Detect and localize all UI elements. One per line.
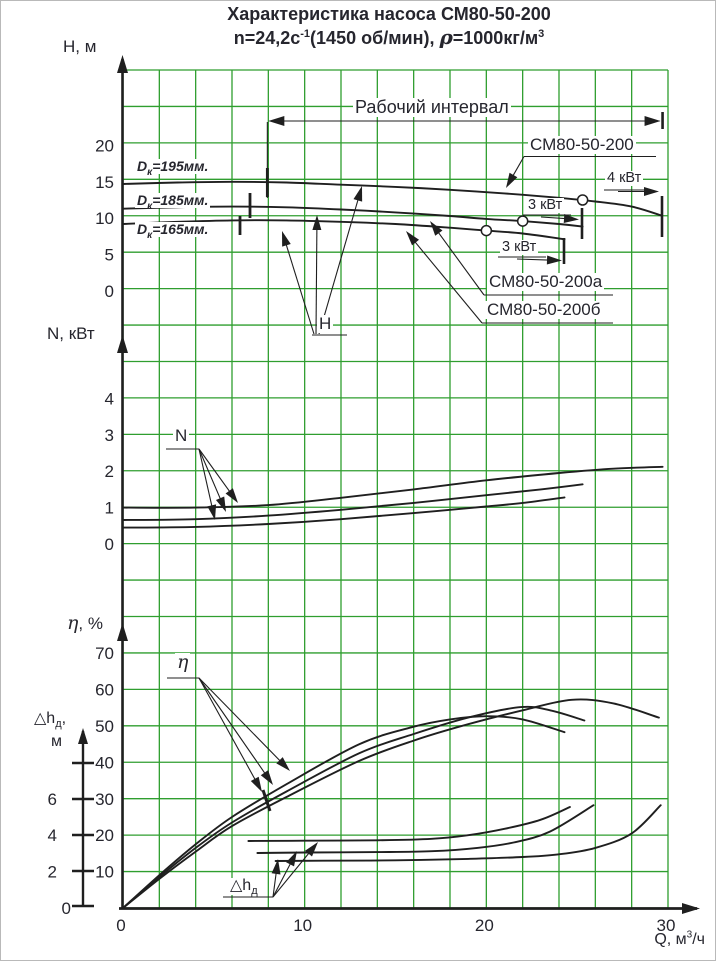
efficiency-axis-tick-label: 20: [95, 826, 114, 846]
dh-symbol: △h: [34, 710, 56, 727]
power-axis-tick-label: 3: [104, 425, 114, 445]
page-subtitle: [109, 27, 669, 48]
bep-marker-Dк=195мм (СМ80-50-200): [578, 195, 588, 205]
eta-symbol: η: [67, 612, 79, 634]
efficiency-axis-tick-label: 10: [95, 862, 114, 882]
y-axis-arrowhead-power: [117, 335, 128, 353]
motor-label-4kw: 4 кВт: [607, 170, 642, 186]
y-axis-label-power: N, кВт: [47, 324, 95, 343]
dh-sub: д: [251, 885, 258, 898]
y-axis-arrowhead-efficiency: [117, 623, 128, 641]
dk-letter: D: [137, 158, 148, 174]
bep-marker-Dк=185мм (СМ80-50-200а): [518, 216, 528, 226]
leader-h-185-arrowhead: [312, 215, 321, 230]
leader-h-165-arrowhead: [282, 231, 291, 247]
leader-sm80-50-200b: [412, 239, 482, 323]
leader-sm80-50-200-arrowhead: [506, 173, 517, 188]
leader-sm80-50-200b-arrowhead: [406, 231, 419, 245]
power-axis-tick-label: 0: [104, 535, 114, 554]
x-axis-label: [641, 929, 705, 949]
q-axis-tick-label: 10: [293, 916, 313, 935]
npsh-axis-tick-label: 4: [47, 826, 57, 846]
dk-letter: D: [137, 192, 148, 208]
leader-3kw-lower-arrowhead: [547, 256, 562, 265]
leader-eta-2-arrowhead: [261, 770, 273, 785]
subtitle-text: =1000кг/м: [452, 28, 539, 48]
page-title: Характеристика насоса СМ80-50-200: [227, 4, 551, 24]
working-interval-left-arrowhead: [268, 116, 284, 126]
y-axis-label-efficiency: [67, 614, 103, 634]
curve-△hд Dк=165мм: [248, 807, 570, 841]
impeller-label-165: [135, 221, 210, 241]
y-axis-label-head: H, м: [63, 37, 97, 56]
motor-label-3kw-upper: 3 кВт: [528, 197, 563, 213]
curve-N Dк=165мм: [123, 497, 565, 527]
dh-symbol: △h: [230, 877, 252, 894]
dk-sub: к: [147, 200, 153, 212]
npsh-axis-tick-label: 6: [47, 789, 57, 809]
subtitle-text: (1450 об/мин),: [310, 28, 440, 48]
q-sup: 3: [686, 929, 693, 941]
q-unit: /ч: [692, 931, 705, 948]
head-axis-tick-label: 10: [95, 209, 114, 229]
leader-h-195-arrowhead: [353, 186, 362, 202]
dk-letter: D: [137, 221, 148, 237]
leader-dh-3-arrowhead: [305, 842, 318, 856]
leader-sm80-50-200a-arrowhead: [430, 221, 442, 236]
leader-4kw-arrowhead: [644, 187, 659, 196]
dk-sub: к: [147, 166, 153, 178]
leader-eta-1-arrowhead: [251, 777, 262, 792]
curve-η Dк=195мм: [123, 699, 659, 908]
head-axis-tick-label: 20: [95, 136, 114, 156]
curve-label-sm80-50-200a: СМ80-50-200а: [489, 272, 603, 291]
q-label: Q, м: [654, 931, 687, 948]
power-axis-tick-label: 2: [104, 462, 114, 482]
pointer-label-dh: [228, 877, 260, 898]
q-axis-tick-label: 30: [656, 916, 676, 935]
curve-label-sm80-50-200: СМ80-50-200: [530, 135, 634, 154]
efficiency-axis-tick-label: 50: [95, 717, 114, 736]
dk-value: =165мм.: [152, 221, 209, 237]
head-axis-tick-label: 0: [104, 282, 114, 301]
y-axis-label-npsh-unit: м: [51, 733, 62, 750]
npsh-axis-tick-label: 2: [47, 862, 57, 882]
pointer-label-h: H: [319, 314, 332, 333]
pointer-label-n: N: [175, 426, 188, 445]
subtitle-sup: 3: [538, 28, 545, 40]
power-axis-tick-label: 4: [104, 389, 114, 409]
rho-symbol: ρ: [439, 25, 453, 49]
efficiency-axis-tick-label: 30: [95, 789, 114, 809]
dh-comma: ,: [61, 710, 67, 727]
curve-η Dк=165мм: [123, 716, 565, 908]
bep-marker-Dк=165мм (СМ80-50-200б): [481, 226, 491, 236]
curve-η Dк=185мм: [123, 707, 584, 908]
subtitle-text: n=24,2с: [233, 28, 301, 48]
subtitle-sup: -1: [300, 28, 311, 40]
impeller-label-185: [135, 192, 210, 212]
y-axis-label-npsh: [34, 710, 67, 731]
working-interval-label: Рабочий интервал: [355, 97, 509, 117]
dk-value: =195мм.: [152, 158, 209, 174]
efficiency-axis-tick-label: 70: [95, 644, 114, 664]
leader-h-165: [285, 241, 314, 334]
curve-N Dк=185мм: [123, 484, 583, 520]
leader-eta-1: [199, 678, 257, 783]
impeller-label-195: [135, 158, 210, 178]
dk-sub: к: [147, 229, 153, 241]
efficiency-axis-tick-label: 60: [95, 680, 114, 700]
q-axis-tick-label: 0: [116, 916, 126, 935]
y-axis-arrowhead-head: [117, 55, 128, 73]
npsh-axis-tick-label: 0: [61, 899, 71, 918]
leader-sm80-50-200a: [436, 229, 484, 295]
efficiency-axis-tick-label: 40: [95, 753, 114, 773]
dh-sub: д: [55, 718, 62, 731]
x-axis-arrowhead: [682, 903, 700, 914]
npsh-axis-arrowhead: [78, 728, 88, 744]
leader-n-185-arrowhead: [216, 496, 226, 512]
power-axis-tick-label: 1: [104, 498, 114, 518]
leader-n-165-arrowhead: [207, 504, 216, 520]
q-axis-tick-label: 20: [474, 916, 494, 935]
working-interval-right-arrowhead: [645, 116, 661, 126]
head-axis-tick-label: 15: [95, 172, 114, 192]
eta-unit: , %: [78, 614, 103, 633]
motor-label-3kw-lower: 3 кВт: [502, 239, 537, 255]
curve-△hд Dк=185мм: [257, 805, 593, 853]
head-axis-tick-label: 5: [104, 245, 114, 265]
leader-eta-3: [199, 678, 283, 764]
dk-value: =185мм.: [152, 192, 209, 208]
pointer-label-eta: η: [177, 651, 189, 673]
curve-label-sm80-50-200b: СМ80-50-200б: [487, 300, 601, 319]
